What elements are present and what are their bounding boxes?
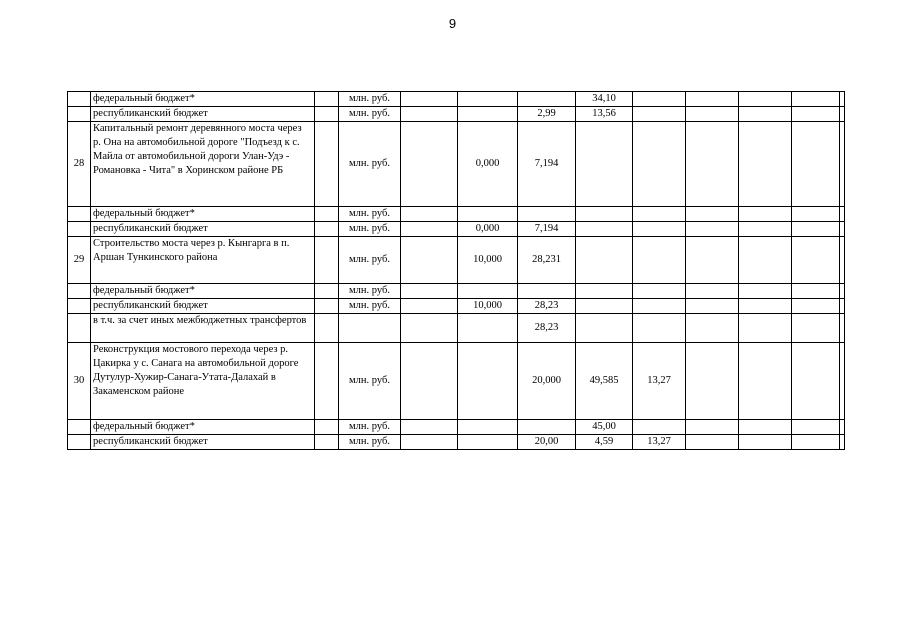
value-cell <box>458 314 518 343</box>
value-cell <box>576 314 633 343</box>
value-cell <box>633 299 686 314</box>
value-cell <box>792 122 840 207</box>
value-cell <box>401 420 458 435</box>
unit-cell: млн. руб. <box>339 207 401 222</box>
value-cell <box>518 207 576 222</box>
value-cell <box>739 314 792 343</box>
value-cell <box>792 343 840 420</box>
spacer-cell <box>315 122 339 207</box>
spacer-cell <box>315 107 339 122</box>
unit-cell: млн. руб. <box>339 122 401 207</box>
value-cell <box>840 222 845 237</box>
table-row <box>68 222 845 237</box>
value-cell <box>686 314 739 343</box>
item-name: республиканский бюджет <box>91 435 315 450</box>
table-row <box>68 237 845 284</box>
row-number <box>68 420 91 435</box>
unit-cell: млн. руб. <box>339 222 401 237</box>
value-cell: 13,27 <box>633 343 686 420</box>
value-cell <box>401 435 458 450</box>
value-cell <box>686 92 739 107</box>
value-cell <box>840 343 845 420</box>
value-cell <box>739 92 792 107</box>
row-number <box>68 299 91 314</box>
item-name: в т.ч. за счет иных межбюджетных трансфертов <box>91 314 315 343</box>
value-cell <box>792 107 840 122</box>
value-cell <box>576 299 633 314</box>
table-row <box>68 299 845 314</box>
value-cell <box>633 284 686 299</box>
value-cell <box>840 92 845 107</box>
value-cell <box>633 207 686 222</box>
value-cell <box>739 343 792 420</box>
value-cell <box>633 222 686 237</box>
value-cell <box>458 420 518 435</box>
row-number <box>68 107 91 122</box>
value-cell <box>739 207 792 222</box>
table-row <box>68 435 845 450</box>
value-cell <box>739 237 792 284</box>
value-cell <box>792 237 840 284</box>
item-name: Строительство моста через р. Кынгарга в п. Аршан Тункинского района <box>91 237 315 284</box>
budget-table <box>67 91 845 450</box>
value-cell <box>576 284 633 299</box>
unit-cell: млн. руб. <box>339 92 401 107</box>
value-cell <box>840 122 845 207</box>
unit-cell: млн. руб. <box>339 237 401 284</box>
value-cell <box>458 207 518 222</box>
value-cell <box>401 284 458 299</box>
value-cell: 10,000 <box>458 299 518 314</box>
value-cell <box>840 284 845 299</box>
value-cell <box>633 107 686 122</box>
value-cell <box>401 222 458 237</box>
table-row <box>68 207 845 222</box>
value-cell <box>792 299 840 314</box>
spacer-cell <box>315 343 339 420</box>
value-cell <box>840 420 845 435</box>
spacer-cell <box>315 435 339 450</box>
value-cell: 28,23 <box>518 314 576 343</box>
value-cell <box>401 92 458 107</box>
value-cell <box>401 122 458 207</box>
value-cell: 20,00 <box>518 435 576 450</box>
value-cell <box>401 343 458 420</box>
value-cell <box>576 222 633 237</box>
value-cell <box>686 343 739 420</box>
value-cell: 0,000 <box>458 122 518 207</box>
value-cell <box>739 299 792 314</box>
item-name: федеральный бюджет* <box>91 420 315 435</box>
value-cell <box>739 107 792 122</box>
unit-cell: млн. руб. <box>339 435 401 450</box>
value-cell: 20,000 <box>518 343 576 420</box>
value-cell <box>840 207 845 222</box>
value-cell <box>686 222 739 237</box>
value-cell: 2,99 <box>518 107 576 122</box>
unit-cell: млн. руб. <box>339 420 401 435</box>
value-cell <box>458 92 518 107</box>
spacer-cell <box>315 222 339 237</box>
value-cell <box>458 435 518 450</box>
value-cell: 13,27 <box>633 435 686 450</box>
value-cell <box>739 222 792 237</box>
item-name: Капитальный ремонт деревянного моста через р. Она на автомобильной дороге "Подъезд к с. Майла от автомобильной дороги Улан-Удэ - Романовка - Чита" в Хоринском районе РБ <box>91 122 315 207</box>
value-cell <box>576 122 633 207</box>
row-number: 30 <box>68 343 91 420</box>
row-number <box>68 284 91 299</box>
item-name: республиканский бюджет <box>91 222 315 237</box>
spacer-cell <box>315 284 339 299</box>
value-cell: 45,00 <box>576 420 633 435</box>
value-cell <box>686 237 739 284</box>
table-body <box>68 92 845 450</box>
value-cell: 0,000 <box>458 222 518 237</box>
unit-cell: млн. руб. <box>339 299 401 314</box>
value-cell: 28,23 <box>518 299 576 314</box>
row-number <box>68 92 91 107</box>
value-cell <box>576 237 633 284</box>
value-cell: 10,000 <box>458 237 518 284</box>
value-cell <box>401 237 458 284</box>
value-cell <box>686 122 739 207</box>
value-cell <box>633 92 686 107</box>
value-cell <box>633 420 686 435</box>
row-number <box>68 435 91 450</box>
table-row <box>68 122 845 207</box>
value-cell <box>792 207 840 222</box>
value-cell <box>686 207 739 222</box>
row-number <box>68 207 91 222</box>
value-cell <box>739 284 792 299</box>
item-name: федеральный бюджет* <box>91 284 315 299</box>
value-cell: 13,56 <box>576 107 633 122</box>
value-cell: 34,10 <box>576 92 633 107</box>
value-cell <box>840 299 845 314</box>
item-name: федеральный бюджет* <box>91 207 315 222</box>
value-cell: 49,585 <box>576 343 633 420</box>
value-cell <box>401 207 458 222</box>
value-cell <box>792 435 840 450</box>
value-cell <box>840 237 845 284</box>
value-cell: 7,194 <box>518 222 576 237</box>
value-cell <box>401 314 458 343</box>
table-row <box>68 284 845 299</box>
item-name: республиканский бюджет <box>91 299 315 314</box>
value-cell <box>458 343 518 420</box>
value-cell <box>686 107 739 122</box>
value-cell <box>792 420 840 435</box>
row-number <box>68 314 91 343</box>
item-name: республиканский бюджет <box>91 107 315 122</box>
table-row <box>68 314 845 343</box>
value-cell <box>686 420 739 435</box>
value-cell <box>458 284 518 299</box>
value-cell <box>633 122 686 207</box>
row-number: 28 <box>68 122 91 207</box>
value-cell <box>633 237 686 284</box>
value-cell: 4,59 <box>576 435 633 450</box>
value-cell <box>840 314 845 343</box>
spacer-cell <box>315 207 339 222</box>
spacer-cell <box>315 314 339 343</box>
value-cell <box>739 420 792 435</box>
table-row <box>68 92 845 107</box>
value-cell <box>518 420 576 435</box>
row-number <box>68 222 91 237</box>
value-cell <box>840 107 845 122</box>
value-cell <box>792 284 840 299</box>
value-cell <box>840 435 845 450</box>
item-name: федеральный бюджет* <box>91 92 315 107</box>
value-cell <box>739 435 792 450</box>
value-cell <box>518 92 576 107</box>
value-cell <box>686 284 739 299</box>
value-cell: 28,231 <box>518 237 576 284</box>
value-cell <box>686 435 739 450</box>
value-cell <box>576 207 633 222</box>
value-cell <box>633 314 686 343</box>
value-cell <box>401 299 458 314</box>
table-row <box>68 343 845 420</box>
unit-cell: млн. руб. <box>339 107 401 122</box>
value-cell <box>792 314 840 343</box>
unit-cell <box>339 314 401 343</box>
value-cell <box>792 92 840 107</box>
spacer-cell <box>315 237 339 284</box>
value-cell <box>686 299 739 314</box>
value-cell <box>792 222 840 237</box>
value-cell <box>739 122 792 207</box>
item-name: Реконструкция мостового перехода через р. Цакирка у с. Санага на автомобильной дороге Дутулур-Хужир-Санага-Утата-Далахай в Закаменском районе <box>91 343 315 420</box>
page-number: 9 <box>448 16 457 31</box>
table-row <box>68 420 845 435</box>
spacer-cell <box>315 420 339 435</box>
unit-cell: млн. руб. <box>339 284 401 299</box>
value-cell <box>458 107 518 122</box>
value-cell: 7,194 <box>518 122 576 207</box>
spacer-cell <box>315 92 339 107</box>
unit-cell: млн. руб. <box>339 343 401 420</box>
spacer-cell <box>315 299 339 314</box>
value-cell <box>401 107 458 122</box>
row-number: 29 <box>68 237 91 284</box>
value-cell <box>518 284 576 299</box>
table-row <box>68 107 845 122</box>
